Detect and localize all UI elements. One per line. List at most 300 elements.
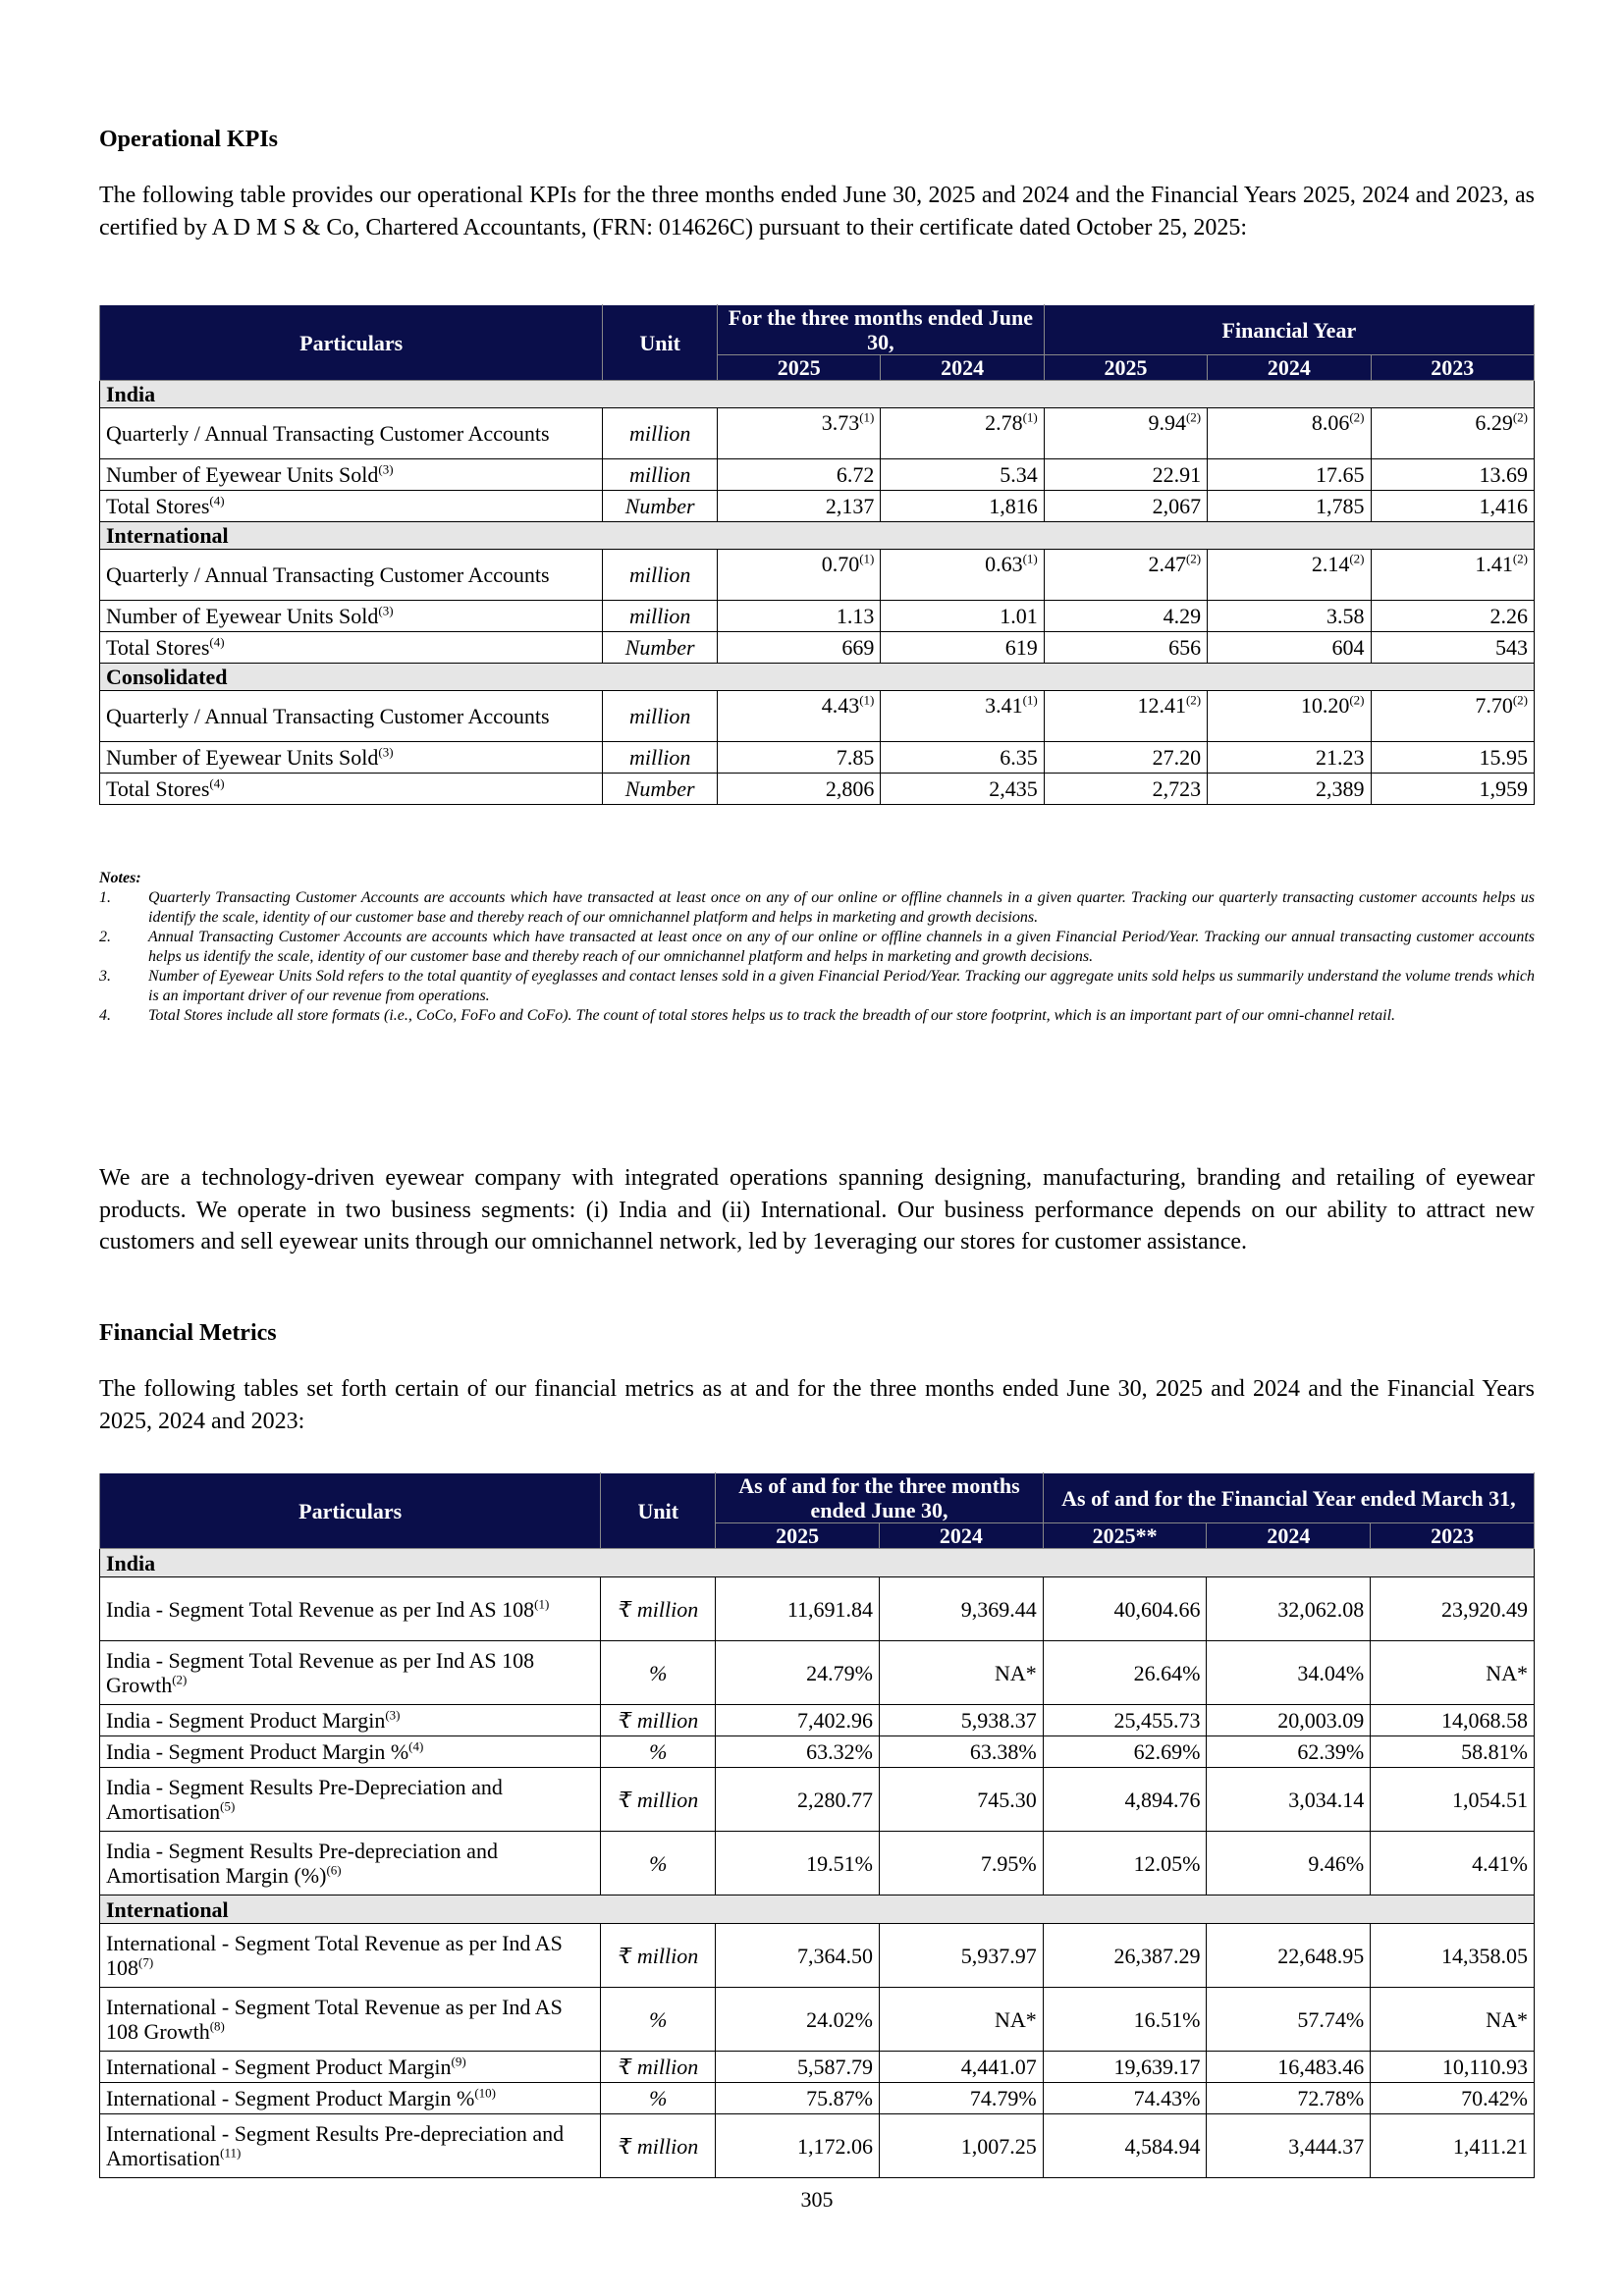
row-label — [100, 2083, 601, 2114]
footnote-ref: (11) — [220, 2145, 242, 2161]
cell-text: Total Stores — [106, 494, 210, 518]
cell-text: 1.41 — [1475, 552, 1513, 576]
note-text: Quarterly Transacting Customer Accounts are accounts which have transacted at least once on any of our online or offline channels in a given quarter. Tracking our quarterly transacting customer accounts helps us identify the scale, identity of our customer base and thereby reach of our omnichannel platform and helps in marketing and growth decisions. — [148, 889, 1535, 926]
table-row — [100, 1768, 1535, 1832]
table-row — [100, 742, 1535, 774]
row-label — [100, 459, 603, 491]
cell-text: 9,369.44 — [960, 1596, 1037, 1622]
footnote-ref: (3) — [378, 744, 394, 760]
cell-text: 26,387.29 — [1113, 1943, 1201, 1968]
cell-text: 745.30 — [977, 1787, 1037, 1812]
row-value — [880, 1641, 1044, 1705]
cell-text: 2,137 — [825, 494, 875, 518]
header-year: 2025 — [718, 355, 881, 381]
table-row — [100, 491, 1535, 522]
table-row — [100, 1924, 1535, 1988]
row-value — [1043, 1736, 1207, 1768]
cell-text: 0.63 — [985, 552, 1023, 576]
cell-text: 7,402.96 — [797, 1708, 873, 1733]
table-row — [100, 2083, 1535, 2114]
row-value — [881, 774, 1044, 805]
footnote-ref: (1) — [534, 1596, 550, 1612]
cell-text: India - Segment Product Margin % — [106, 1739, 409, 1764]
cell-text: 9.46% — [1308, 1850, 1365, 1876]
table-row — [100, 1832, 1535, 1896]
row-value — [1207, 1641, 1371, 1705]
financial-metrics-heading: Financial Metrics — [99, 1320, 277, 1346]
cell-text: 3.58 — [1326, 604, 1365, 628]
cell-text: 75.87% — [806, 2086, 873, 2110]
row-value — [1207, 1736, 1371, 1768]
financial-metrics-table — [99, 1472, 1535, 2178]
section-label: Consolidated — [100, 664, 1535, 691]
footnote-ref: (2) — [1512, 409, 1528, 425]
footnote-ref: (8) — [209, 2018, 225, 2034]
operational-kpi-table — [99, 304, 1535, 805]
cell-text: 34.04% — [1297, 1660, 1365, 1685]
row-unit: % — [601, 1641, 716, 1705]
footnote-ref: (2) — [1185, 692, 1202, 708]
cell-text: 40,604.66 — [1113, 1596, 1201, 1622]
cell-text: 24.02% — [806, 2006, 873, 2032]
header-year: 2024 — [1207, 1523, 1371, 1549]
row-value — [718, 601, 881, 632]
footnote-ref: (1) — [1022, 551, 1038, 566]
header-unit: Unit — [603, 305, 718, 381]
footnote-ref: (2) — [1349, 551, 1365, 566]
row-value — [1208, 491, 1371, 522]
cell-text: India - Segment Results Pre-depreciation and Amortisation Margin (%) — [106, 1839, 498, 1888]
row-unit: % — [601, 2083, 716, 2114]
row-unit: million — [603, 408, 718, 459]
cell-text: 19,639.17 — [1113, 2055, 1201, 2079]
note-number: 3. — [99, 968, 111, 985]
cell-text: 4.43 — [821, 693, 860, 718]
row-value — [718, 742, 881, 774]
row-value — [1371, 632, 1534, 664]
row-value — [1371, 1924, 1535, 1988]
footnote-ref: (1) — [1022, 409, 1038, 425]
cell-text: 1,172.06 — [797, 2133, 873, 2159]
section-row — [100, 381, 1535, 408]
footnote-ref: (3) — [378, 461, 394, 477]
row-label — [100, 1641, 601, 1705]
row-value — [1208, 408, 1371, 459]
row-value — [1044, 459, 1207, 491]
cell-text: 1,007.25 — [960, 2133, 1037, 2159]
table-row — [100, 1988, 1535, 2052]
cell-text: International - Segment Total Revenue as per Ind AS 108 — [106, 1931, 563, 1980]
cell-text: 2,806 — [825, 776, 875, 801]
cell-text: 1,816 — [989, 494, 1038, 518]
cell-text: 669 — [841, 635, 875, 660]
cell-text: 3.73 — [821, 410, 860, 435]
cell-text: 3,444.37 — [1288, 2133, 1365, 2159]
row-value — [881, 550, 1044, 601]
row-value — [1371, 1641, 1535, 1705]
row-value — [1044, 601, 1207, 632]
cell-text: 15.95 — [1479, 745, 1528, 770]
cell-text: 0.70 — [821, 552, 860, 576]
cell-text: 57.74% — [1297, 2006, 1365, 2032]
table-row — [100, 459, 1535, 491]
row-unit: % — [601, 1736, 716, 1768]
kpi-notes — [99, 869, 1535, 1026]
row-value — [1371, 459, 1534, 491]
row-value — [880, 1577, 1044, 1641]
cell-text: 13.69 — [1479, 462, 1528, 487]
cell-text: 2.26 — [1489, 604, 1528, 628]
row-value — [716, 2114, 880, 2178]
row-label — [100, 601, 603, 632]
table-row — [100, 2052, 1535, 2083]
cell-text: 23,920.49 — [1441, 1596, 1528, 1622]
cell-text: 6.72 — [836, 462, 875, 487]
row-value — [1207, 1768, 1371, 1832]
row-value — [1043, 1705, 1207, 1736]
row-value — [1043, 1641, 1207, 1705]
cell-text: 1,959 — [1479, 776, 1528, 801]
row-value — [1208, 550, 1371, 601]
cell-text: 1.01 — [1000, 604, 1038, 628]
table-row — [100, 2114, 1535, 2178]
financial-intro-paragraph: The following tables set forth certain of our financial metrics as at and for the three months ended June 30, 2025 and 2024 and the Financial Years 2025, 2024 and 2023: — [99, 1376, 1535, 1434]
row-value — [1371, 2114, 1535, 2178]
row-value — [880, 1736, 1044, 1768]
row-value — [1208, 691, 1371, 742]
row-unit: ₹ million — [601, 1924, 716, 1988]
header-particulars: Particulars — [100, 305, 603, 381]
cell-text: 16,483.46 — [1277, 2055, 1365, 2079]
table-row — [100, 1705, 1535, 1736]
cell-text: 16.51% — [1133, 2006, 1201, 2032]
cell-text: 21.23 — [1316, 745, 1365, 770]
cell-text: 58.81% — [1461, 1739, 1528, 1764]
footnote-ref: (2) — [1512, 692, 1528, 708]
cell-text: Number of Eyewear Units Sold — [106, 745, 379, 770]
header-year: 2023 — [1371, 355, 1534, 381]
header-three-months: As of and for the three months ended June 30, — [716, 1473, 1043, 1523]
cell-text: 2,067 — [1152, 494, 1202, 518]
cell-text: 17.65 — [1316, 462, 1365, 487]
cell-text: 2,280.77 — [797, 1787, 873, 1812]
section-label: India — [100, 1549, 1535, 1577]
row-label — [100, 632, 603, 664]
row-label — [100, 1768, 601, 1832]
row-value — [1208, 459, 1371, 491]
cell-text: 619 — [1004, 635, 1038, 660]
cell-text: 2.14 — [1311, 552, 1350, 576]
row-value — [880, 1988, 1044, 2052]
footnote-ref: (4) — [408, 1738, 424, 1754]
row-value — [1043, 2083, 1207, 2114]
section-label: International — [100, 522, 1535, 550]
cell-text: 1,785 — [1316, 494, 1365, 518]
row-value — [1043, 2114, 1207, 2178]
row-value — [1371, 2052, 1535, 2083]
section-row — [100, 664, 1535, 691]
cell-text: International - Segment Product Margin % — [106, 2086, 475, 2110]
header-unit: Unit — [601, 1473, 716, 1549]
footnote-ref: (2) — [1349, 692, 1365, 708]
row-value — [880, 2052, 1044, 2083]
row-value — [1208, 742, 1371, 774]
cell-text: India - Segment Results Pre-Depreciation and Amortisation — [106, 1775, 503, 1824]
section-row — [100, 1549, 1535, 1577]
cell-text: 2.47 — [1148, 552, 1186, 576]
cell-text: 7.70 — [1475, 693, 1513, 718]
row-value — [1044, 774, 1207, 805]
cell-text: NA* — [1486, 1660, 1528, 1685]
cell-text: 2,723 — [1152, 776, 1202, 801]
cell-text: 4,441.07 — [960, 2055, 1037, 2079]
table-row — [100, 774, 1535, 805]
page-number: 305 — [800, 2187, 834, 2212]
cell-text: 604 — [1331, 635, 1365, 660]
cell-text: 20,003.09 — [1277, 1708, 1365, 1733]
row-unit: ₹ million — [601, 1705, 716, 1736]
cell-text: 1.13 — [836, 604, 875, 628]
cell-text: 5.34 — [1000, 462, 1038, 487]
row-unit: million — [603, 550, 718, 601]
cell-text: 7.95% — [980, 1850, 1037, 1876]
row-value — [1371, 601, 1534, 632]
footnote-ref: (2) — [1185, 551, 1202, 566]
row-value — [880, 2083, 1044, 2114]
row-value — [1371, 1705, 1535, 1736]
kpi-intro-paragraph: The following table provides our operational KPIs for the three months ended June 30, 2025 and 2024 and the Financial Years 2025, 2024 and 2023, as certified by A D M S & Co, Chartered Accountants, (FRN: 014626C) pursuant to their certificate dated October 25, 2025: — [99, 183, 1535, 240]
cell-text: Total Stores — [106, 776, 210, 801]
footnote-ref: (4) — [209, 775, 225, 791]
note-item — [99, 888, 1535, 928]
row-value — [1371, 1832, 1535, 1896]
cell-text: NA* — [994, 1660, 1037, 1685]
cell-text: 25,455.73 — [1113, 1708, 1201, 1733]
row-value — [718, 408, 881, 459]
row-unit: million — [603, 742, 718, 774]
row-value — [1207, 2052, 1371, 2083]
header-year: 2024 — [881, 355, 1044, 381]
cell-text: 74.79% — [969, 2086, 1037, 2110]
cell-text: Total Stores — [106, 635, 210, 660]
row-unit: million — [603, 601, 718, 632]
row-label — [100, 491, 603, 522]
row-value — [881, 491, 1044, 522]
section-row — [100, 522, 1535, 550]
row-value — [1043, 1768, 1207, 1832]
cell-text: 6.29 — [1475, 410, 1513, 435]
row-value — [880, 1924, 1044, 1988]
cell-text: 2,435 — [989, 776, 1038, 801]
row-value — [1371, 774, 1534, 805]
row-value — [1371, 1736, 1535, 1768]
cell-text: Quarterly / Annual Transacting Customer Accounts — [106, 421, 550, 446]
table-row — [100, 1577, 1535, 1641]
row-value — [1208, 632, 1371, 664]
cell-text: 543 — [1495, 635, 1528, 660]
row-value — [1371, 408, 1534, 459]
notes-title: Notes: — [99, 870, 141, 886]
cell-text: 5,937.97 — [960, 1943, 1037, 1968]
cell-text: 1,411.21 — [1452, 2133, 1528, 2159]
section-label: International — [100, 1896, 1535, 1924]
table-row — [100, 1641, 1535, 1705]
row-value — [1371, 1577, 1535, 1641]
row-value — [716, 1988, 880, 2052]
cell-text: 62.69% — [1133, 1739, 1201, 1764]
row-value — [881, 459, 1044, 491]
cell-text: 22,648.95 — [1277, 1943, 1365, 1968]
cell-text: 1,416 — [1479, 494, 1528, 518]
row-value — [718, 459, 881, 491]
row-value — [716, 2083, 880, 2114]
header-year: 2023 — [1371, 1523, 1535, 1549]
cell-text: 2,389 — [1316, 776, 1365, 801]
note-number: 1. — [99, 889, 111, 906]
cell-text: 10.20 — [1300, 693, 1350, 718]
row-label — [100, 2052, 601, 2083]
row-unit: ₹ million — [601, 2052, 716, 2083]
footnote-ref: (1) — [859, 551, 875, 566]
row-unit: Number — [603, 491, 718, 522]
row-value — [716, 1832, 880, 1896]
row-value — [1207, 1988, 1371, 2052]
row-value — [1207, 2114, 1371, 2178]
note-item — [99, 967, 1535, 1006]
header-year: 2025** — [1043, 1523, 1207, 1549]
cell-text: 70.42% — [1461, 2086, 1528, 2110]
cell-text: 1,054.51 — [1452, 1787, 1528, 1812]
row-value — [1043, 1577, 1207, 1641]
cell-text: 14,358.05 — [1441, 1943, 1528, 1968]
row-unit: ₹ million — [601, 1768, 716, 1832]
row-value — [1208, 774, 1371, 805]
row-label — [100, 1577, 601, 1641]
row-value — [1371, 2083, 1535, 2114]
row-value — [1371, 491, 1534, 522]
row-label — [100, 691, 603, 742]
row-value — [881, 742, 1044, 774]
cell-text: India - Segment Total Revenue as per Ind AS 108 Growth — [106, 1648, 535, 1697]
row-value — [1044, 550, 1207, 601]
table-row — [100, 691, 1535, 742]
header-financial-year: Financial Year — [1044, 305, 1534, 355]
footnote-ref: (3) — [378, 603, 394, 618]
row-value — [1371, 550, 1534, 601]
note-text: Total Stores include all store formats (i.e., CoCo, FoFo and CoFo). The count of total stores helps us to track the breadth of our store footprint, which is an important part of our omni-channel retail. — [148, 1007, 1396, 1024]
row-label — [100, 2114, 601, 2178]
cell-text: 63.32% — [806, 1739, 873, 1764]
cell-text: 5,587.79 — [797, 2055, 873, 2079]
row-value — [718, 491, 881, 522]
row-label — [100, 774, 603, 805]
cell-text: 11,691.84 — [786, 1596, 873, 1622]
row-value — [716, 1924, 880, 1988]
footnote-ref: (2) — [1512, 551, 1528, 566]
cell-text: 5,938.37 — [960, 1708, 1037, 1733]
row-value — [1044, 491, 1207, 522]
row-value — [716, 2052, 880, 2083]
cell-text: International - Segment Product Margin — [106, 2055, 452, 2079]
cell-text: 7,364.50 — [797, 1943, 873, 1968]
note-number: 4. — [99, 1007, 111, 1024]
row-unit: ₹ million — [601, 1577, 716, 1641]
cell-text: 4,894.76 — [1124, 1787, 1201, 1812]
row-value — [716, 1705, 880, 1736]
row-unit: % — [601, 1832, 716, 1896]
cell-text: 2.78 — [985, 410, 1023, 435]
cell-text: International - Segment Total Revenue as per Ind AS 108 Growth — [106, 1995, 563, 2044]
row-value — [881, 601, 1044, 632]
cell-text: 12.05% — [1133, 1850, 1201, 1876]
cell-text: Quarterly / Annual Transacting Customer Accounts — [106, 704, 550, 728]
cell-text: India - Segment Product Margin — [106, 1708, 386, 1733]
row-value — [716, 1577, 880, 1641]
row-value — [881, 632, 1044, 664]
footnote-ref: (10) — [474, 2085, 497, 2101]
row-value — [1044, 632, 1207, 664]
row-value — [1371, 1988, 1535, 2052]
row-value — [880, 2114, 1044, 2178]
cell-text: 4.41% — [1472, 1850, 1528, 1876]
row-value — [881, 408, 1044, 459]
section-row — [100, 1896, 1535, 1924]
row-unit: Number — [603, 632, 718, 664]
cell-text: 4.29 — [1163, 604, 1202, 628]
row-value — [718, 774, 881, 805]
row-label — [100, 1832, 601, 1896]
row-value — [880, 1832, 1044, 1896]
cell-text: 656 — [1168, 635, 1202, 660]
cell-text: International - Segment Results Pre-depreciation and Amortisation — [106, 2121, 565, 2170]
row-label — [100, 742, 603, 774]
note-text: Number of Eyewear Units Sold refers to the total quantity of eyeglasses and contact lenses sold in a given Financial Period/Year. Tracking our aggregate units sold helps us summarily understand the volume trends which is an important driver of our revenue from operations. — [148, 968, 1535, 1004]
cell-text: 3.41 — [985, 693, 1023, 718]
row-value — [1207, 1832, 1371, 1896]
note-text: Annual Transacting Customer Accounts are accounts which have transacted at least once on any of our online or offline channels in a given Financial Period/Year. Tracking our annual transacting customer accounts helps us identify the scale, identity of our customer base and thereby reach of our omnichannel platform and helps in marketing and growth decisions. — [148, 929, 1535, 965]
cell-text: 14,068.58 — [1441, 1708, 1528, 1733]
row-unit: Number — [603, 774, 718, 805]
note-number: 2. — [99, 929, 111, 945]
cell-text: NA* — [994, 2006, 1037, 2032]
footnote-ref: (6) — [326, 1862, 342, 1878]
footnote-ref: (1) — [859, 692, 875, 708]
row-value — [716, 1641, 880, 1705]
row-value — [718, 691, 881, 742]
footnote-ref: (5) — [220, 1798, 236, 1814]
table-row — [100, 408, 1535, 459]
row-label — [100, 408, 603, 459]
cell-text: 8.06 — [1311, 410, 1350, 435]
row-label — [100, 550, 603, 601]
row-value — [1043, 1832, 1207, 1896]
row-unit: million — [603, 691, 718, 742]
operational-kpis-heading: Operational KPIs — [99, 127, 279, 152]
row-value — [881, 691, 1044, 742]
cell-text: 74.43% — [1133, 2086, 1201, 2110]
footnote-ref: (1) — [1022, 692, 1038, 708]
row-value — [1044, 408, 1207, 459]
row-value — [1043, 2052, 1207, 2083]
cell-text: Number of Eyewear Units Sold — [106, 462, 379, 487]
row-value — [718, 632, 881, 664]
header-year: 2024 — [880, 1523, 1044, 1549]
row-value — [1371, 1768, 1535, 1832]
note-item — [99, 928, 1535, 967]
cell-text: 24.79% — [806, 1660, 873, 1685]
cell-text: 63.38% — [969, 1739, 1037, 1764]
cell-text: 27.20 — [1152, 745, 1202, 770]
